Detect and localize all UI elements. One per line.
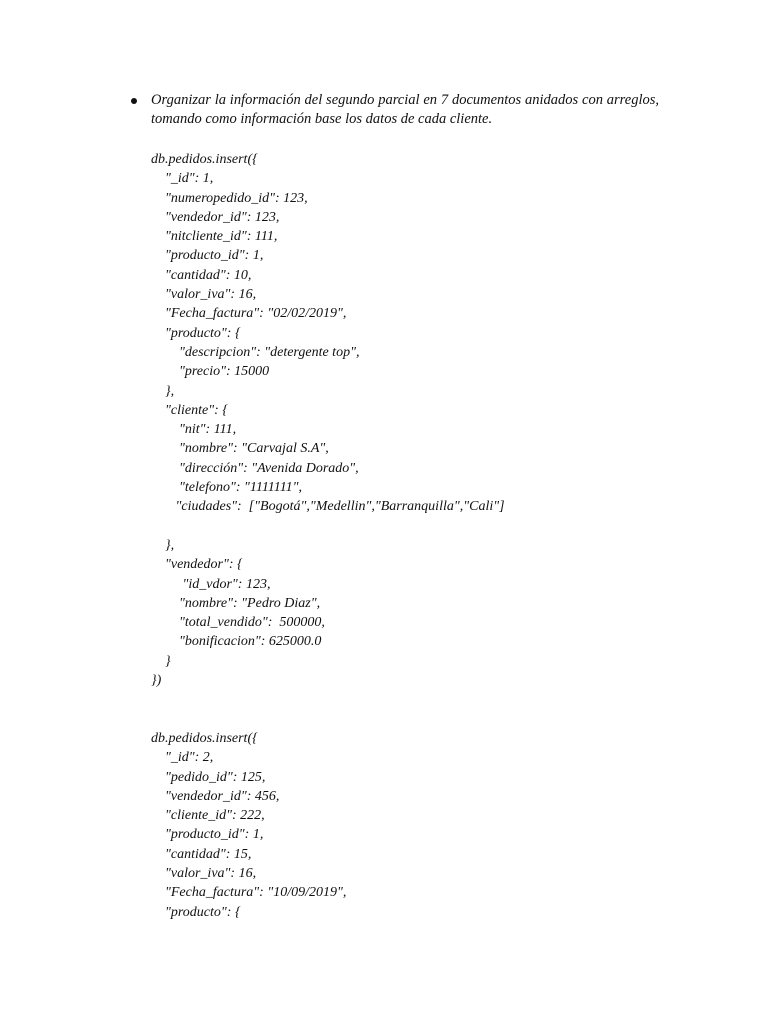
code-line: "producto": { [151,325,241,341]
intro-paragraph: Organizar la información del segundo parcial en 7 documentos anidados con arreglos, tomando como información base los datos de cada cliente. [151,92,659,128]
code-line: "total_vendido": 500000, [151,615,325,631]
code-line: "producto_id": 1, [151,248,264,264]
code-line: "pedido_id": 125, [151,769,266,785]
code-line: "dirección": "Avenida Dorado", [151,460,359,476]
code-line: }) [151,673,162,689]
code-line: "producto_id": 1, [151,827,264,843]
code-line: "nombre": "Carvajal S.A", [151,441,329,457]
code-line: "valor_iva": 16, [151,865,257,881]
code-line: "Fecha_factura": "10/09/2019", [151,885,347,901]
code-line: "cantidad": 10, [151,267,252,283]
code-line: db.pedidos.insert({ [151,152,258,167]
code-line: "precio": 15000 [151,364,270,380]
code-block [151,150,505,922]
code-line [151,690,505,709]
code-line [151,517,505,536]
code-line: "nombre": "Pedro Diaz", [151,595,321,611]
code-line: "ciudades": ["Bogotá","Medellin","Barranquilla","Cali"] [151,499,505,515]
code-line [151,710,505,729]
code-line: "_id": 1, [151,171,214,187]
code-line: "nit": 111, [151,422,237,438]
code-line: "nitcliente_id": 111, [151,229,278,245]
bullet-icon [131,98,137,104]
code-line: "telefono": "1111111", [151,480,303,496]
code-line: "descripcion": "detergente top", [151,344,360,360]
code-line: "id_vdor": 123, [151,576,271,592]
code-line: db.pedidos.insert({ [151,730,258,746]
code-line: "cliente": { [151,402,228,418]
code-line: "valor_iva": 16, [151,287,257,303]
code-line: "bonificacion": 625000.0 [151,634,322,650]
code-line: }, [151,383,175,399]
code-line: "cliente_id": 222, [151,808,265,824]
code-line: "_id": 2, [151,750,214,766]
code-line: "vendedor": { [151,557,243,573]
code-line: "vendedor_id": 456, [151,788,280,804]
code-line: "numeropedido_id": 123, [151,190,308,206]
code-line: "cantidad": 15, [151,846,252,862]
code-line: }, [151,537,175,553]
code-line: "vendedor_id": 123, [151,209,280,225]
code-line: "Fecha_factura": "02/02/2019", [151,306,347,322]
code-line: "producto": { [151,904,241,920]
code-line: } [151,653,171,669]
